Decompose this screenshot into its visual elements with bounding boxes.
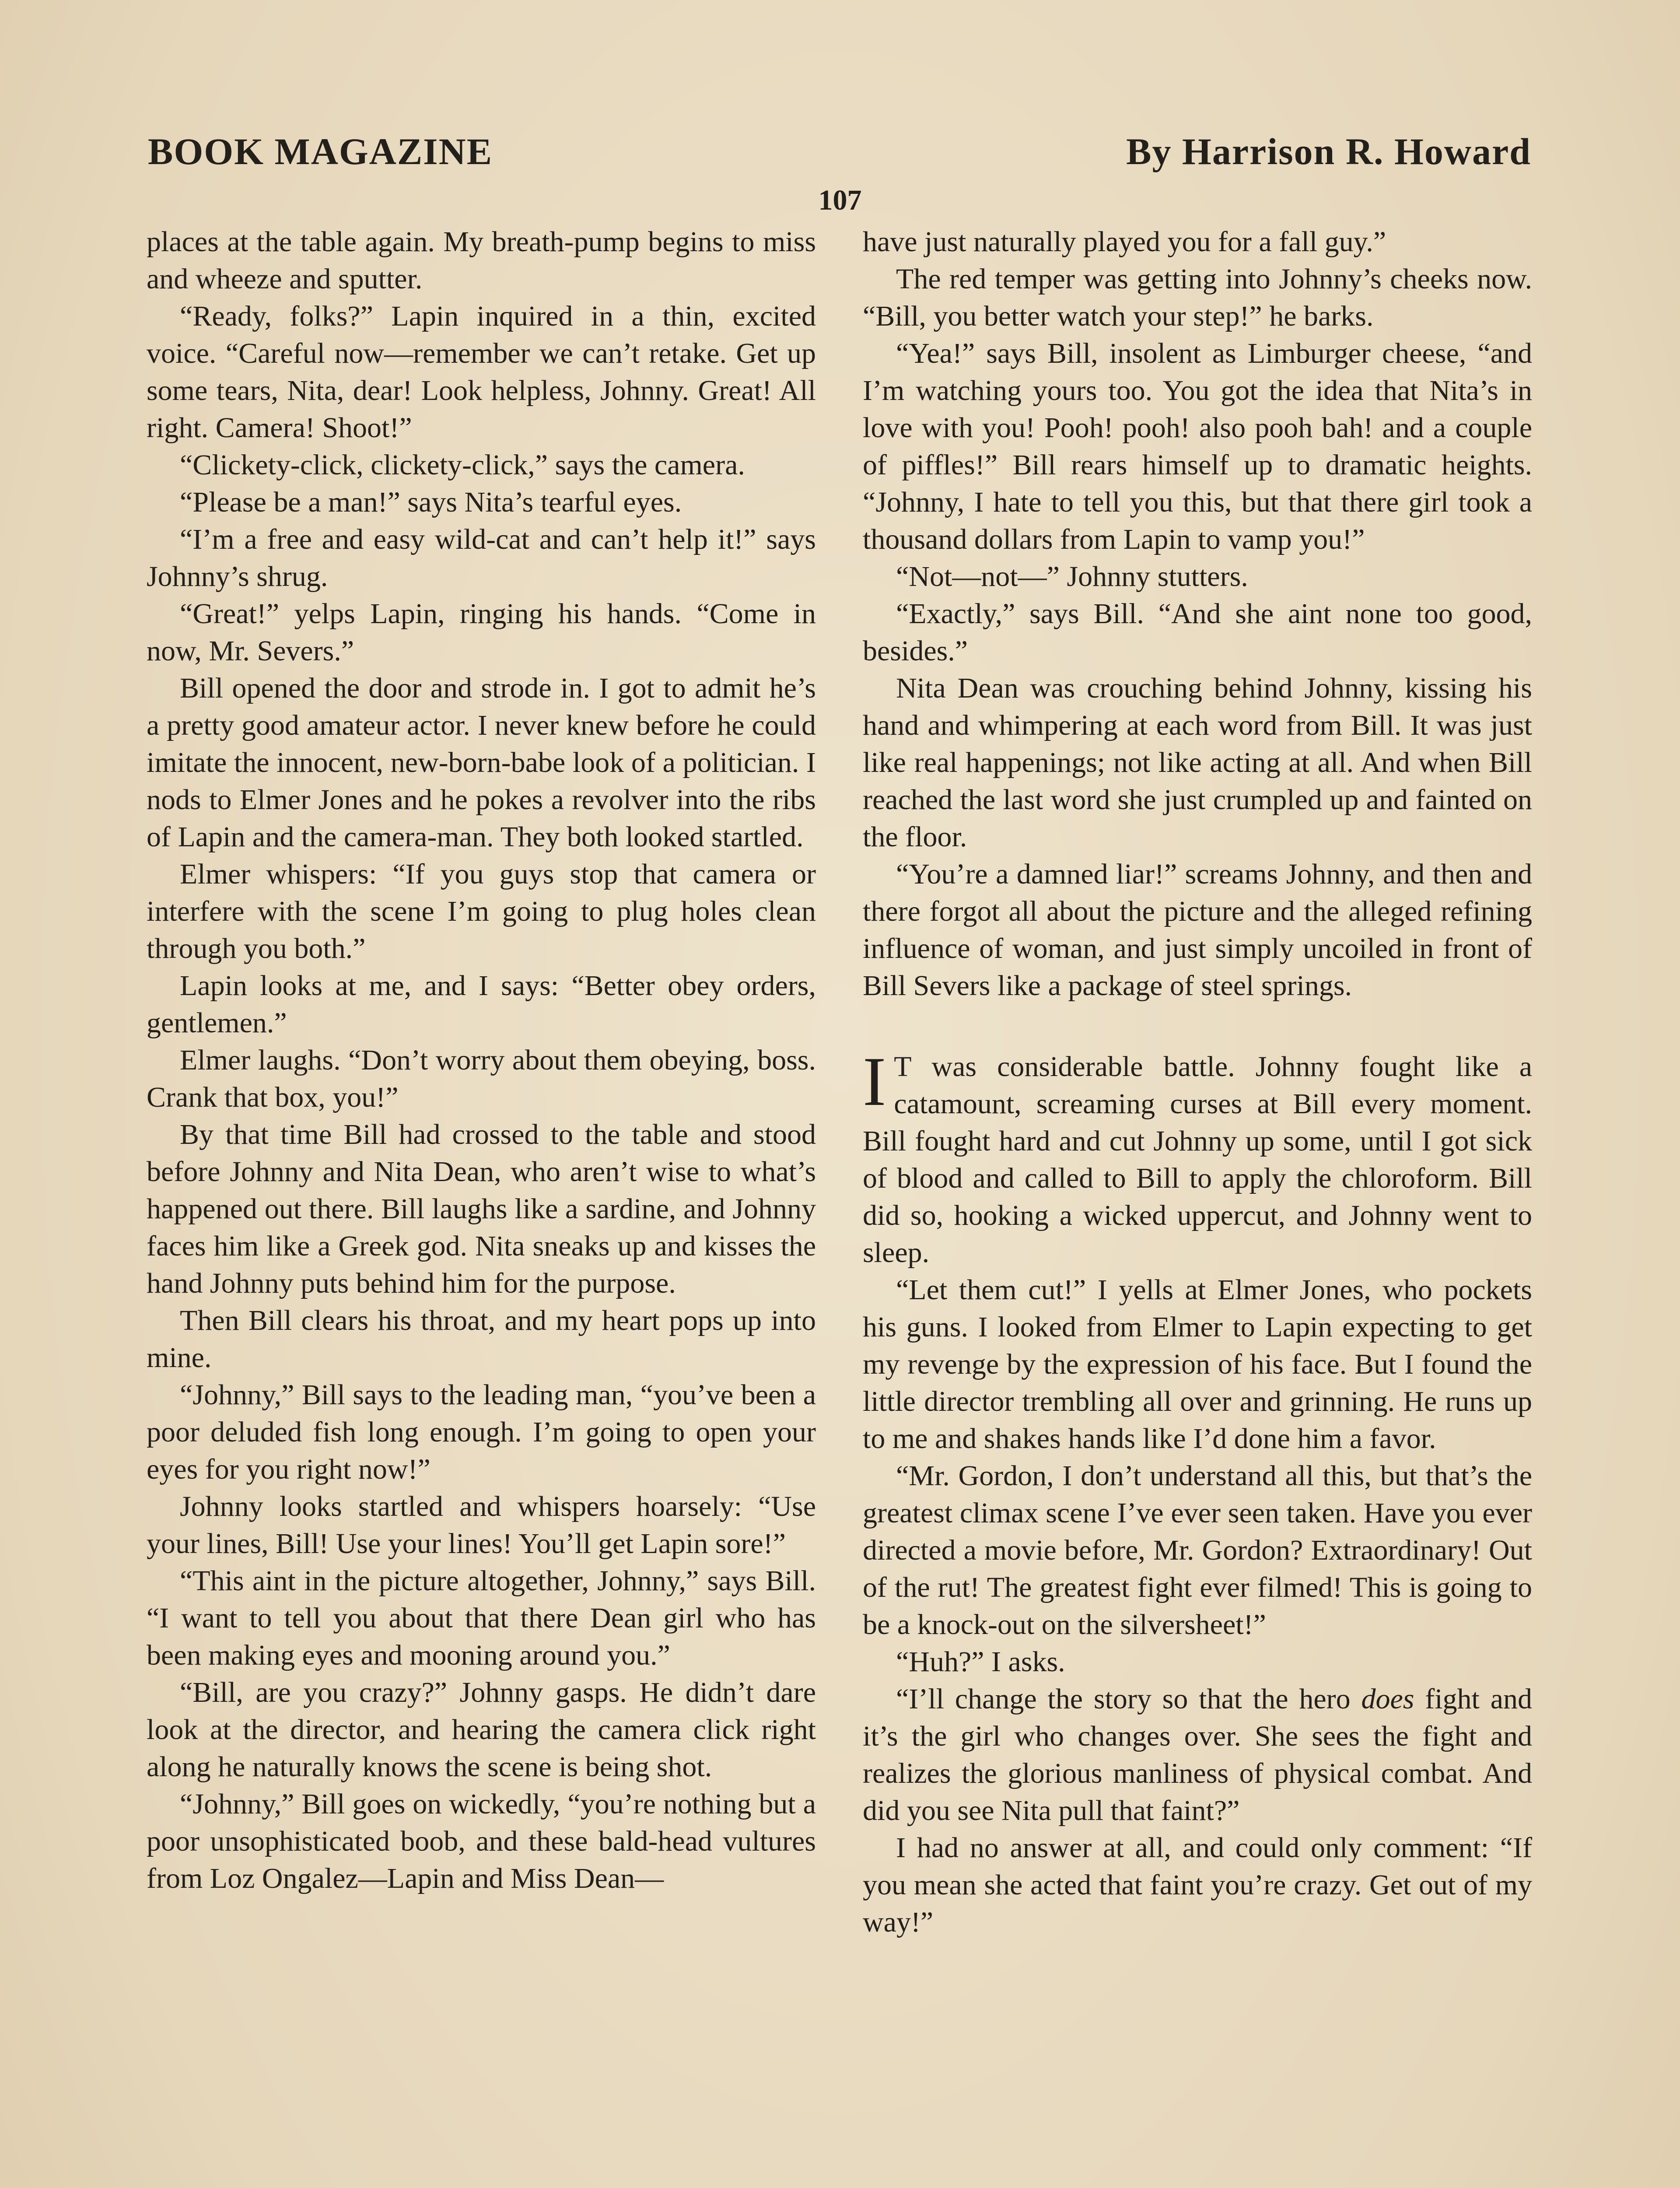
paragraph: “Exactly,” says Bill. “And she aint none too good, besides.” [863,598,1532,667]
paragraph: have just naturally played you for a fall guy.” [863,226,1386,258]
text-column-right [863,223,1532,1941]
paragraph: places at the table again. My breath-pump begins to miss and wheeze and sputter. [147,226,816,295]
paragraph-text: T was considerable battle. Johnny fought like a catamount, screaming curses at Bill every moment. Bill fought hard and cut Johnny up some, until I got sick of blood and called to Bill to apply the chloroform. Bill did so, hooking a wicked uppercut, and Johnny went to sleep. [863,1051,1532,1269]
paragraph: Then Bill clears his throat, and my heart pops up into mine. [147,1304,816,1374]
paragraph: By that time Bill had crossed to the table and stood before Johnny and Nita Dean, who aren’t wise to what’s happened out there. Bill laughs like a sardine, and Johnny faces him like a Greek god. Nita sneaks up and kisses the hand Johnny puts behind him for the purpose. [147,1119,816,1299]
paragraph [863,1680,1532,1829]
paragraph: “Bill, are you crazy?” Johnny gasps. He didn’t dare look at the director, and hearing the camera click right along he naturally knows the scene is being shot. [147,1676,816,1783]
paragraph: “I’m a free and easy wild-cat and can’t help it!” says Johnny’s shrug. [147,523,816,593]
paragraph: “Not—not—” Johnny stutters. [896,561,1248,593]
paragraph: “Johnny,” Bill goes on wickedly, “you’re nothing but a poor unsophisticated boob, and these bald-head vultures from Loz Ongalez—Lapin and Miss Dean— [147,1788,816,1894]
paragraph: “Ready, folks?” Lapin inquired in a thin, excited voice. “Careful now—remember we can’t retake. Get up some tears, Nita, dear! Look helpless, Johnny. Great! All right. Camera! Shoot!” [147,300,816,444]
paragraph: Lapin looks at me, and I says: “Better obey orders, gentlemen.” [147,970,816,1039]
paragraph: The red temper was getting into Johnny’s cheeks now. “Bill, you better watch your step!” he barks. [863,263,1532,332]
paragraph: “Huh?” I asks. [896,1646,1065,1678]
paragraph: Elmer laughs. “Don’t worry about them obeying, boss. Crank that box, you!” [147,1044,816,1113]
paragraph: “Clickety-click, clickety-click,” says the camera. [180,449,745,481]
running-head-author: By Harrison R. Howard [1126,130,1531,172]
page-number: 107 [818,184,862,216]
paragraph-text: fight and it’s the girl who changes over. She sees the fight and realizes the glorious manliness of physical combat. And did you see Nita pull that faint?” [863,1683,1532,1827]
paragraph: “Yea!” says Bill, insolent as Limburger cheese, “and I’m watching yours too. You got the idea that Nita’s in love with you! Pooh! pooh! also pooh bah! and a couple of piffles!” Bill rears himself up to dramatic heights. “Johnny, I hate to tell you this, but that there girl took a thousand dollars from Lapin to vamp you!” [863,337,1532,555]
paragraph-text: “I’ll change the story so that the hero [896,1683,1351,1715]
paragraph: Bill opened the door and strode in. I got to admit he’s a pretty good amateur actor. I never knew before he could imitate the innocent, new-born-babe look of a politician. I nods to Elmer Jones and he pokes a revolver into the ribs of Lapin and the camera-man. They both looked startled. [147,672,816,853]
drop-cap: I [863,1042,886,1120]
paragraph: “Please be a man!” says Nita’s tearful eyes. [180,486,682,518]
paragraph: Johnny looks startled and whispers hoarsely: “Use your lines, Bill! Use your lines! You’ll get Lapin sore!” [147,1490,816,1560]
paragraph: Elmer whispers: “If you guys stop that camera or interfere with the scene I’m going to plug holes clean through you both.” [147,858,816,964]
paragraph: I had no answer at all, and could only comment: “If you mean she acted that faint you’re crazy. Get out of my way!” [863,1832,1532,1938]
emphasis-text: does [1361,1683,1414,1715]
paragraph: “Let them cut!” I yells at Elmer Jones, who pockets his guns. I looked from Elmer to Lapin expecting to get my revenge by the expression of his face. But I found the little director trembling all over and grinning. He runs up to me and shakes hands like I’d done him a favor. [863,1274,1532,1455]
paragraph: “Great!” yelps Lapin, ringing his hands. “Come in now, Mr. Severs.” [147,598,816,667]
running-head-magazine: BOOK MAGAZINE [148,130,493,172]
text-column-left [147,223,816,1897]
section-start-paragraph [863,1042,1532,1271]
paragraph: “Mr. Gordon, I don’t understand all this, but that’s the greatest climax scene I’ve ever seen taken. Have you ever directed a movie before, Mr. Gordon? Extraordinary! Out of the rut! The greatest fight ever filmed! This is going to be a knock-out on the silversheet!” [863,1460,1532,1641]
paragraph: Nita Dean was crouching behind Johnny, kissing his hand and whimpering at each word from Bill. It was just like real happenings; not like acting at all. And when Bill reached the last word she just crumpled up and fainted on the floor. [863,672,1532,853]
paragraph: “Johnny,” Bill says to the leading man, “you’ve been a poor deluded fish long enough. I’m going to open your eyes for you right now!” [147,1379,816,1485]
paragraph: “You’re a damned liar!” screams Johnny, and then and there forgot all about the picture and the alleged refining influence of woman, and just simply uncoiled in front of Bill Severs like a package of steel springs. [863,858,1532,1002]
paragraph: “This aint in the picture altogether, Johnny,” says Bill. “I want to tell you about that there Dean girl who has been making eyes and mooning around you.” [147,1565,816,1671]
